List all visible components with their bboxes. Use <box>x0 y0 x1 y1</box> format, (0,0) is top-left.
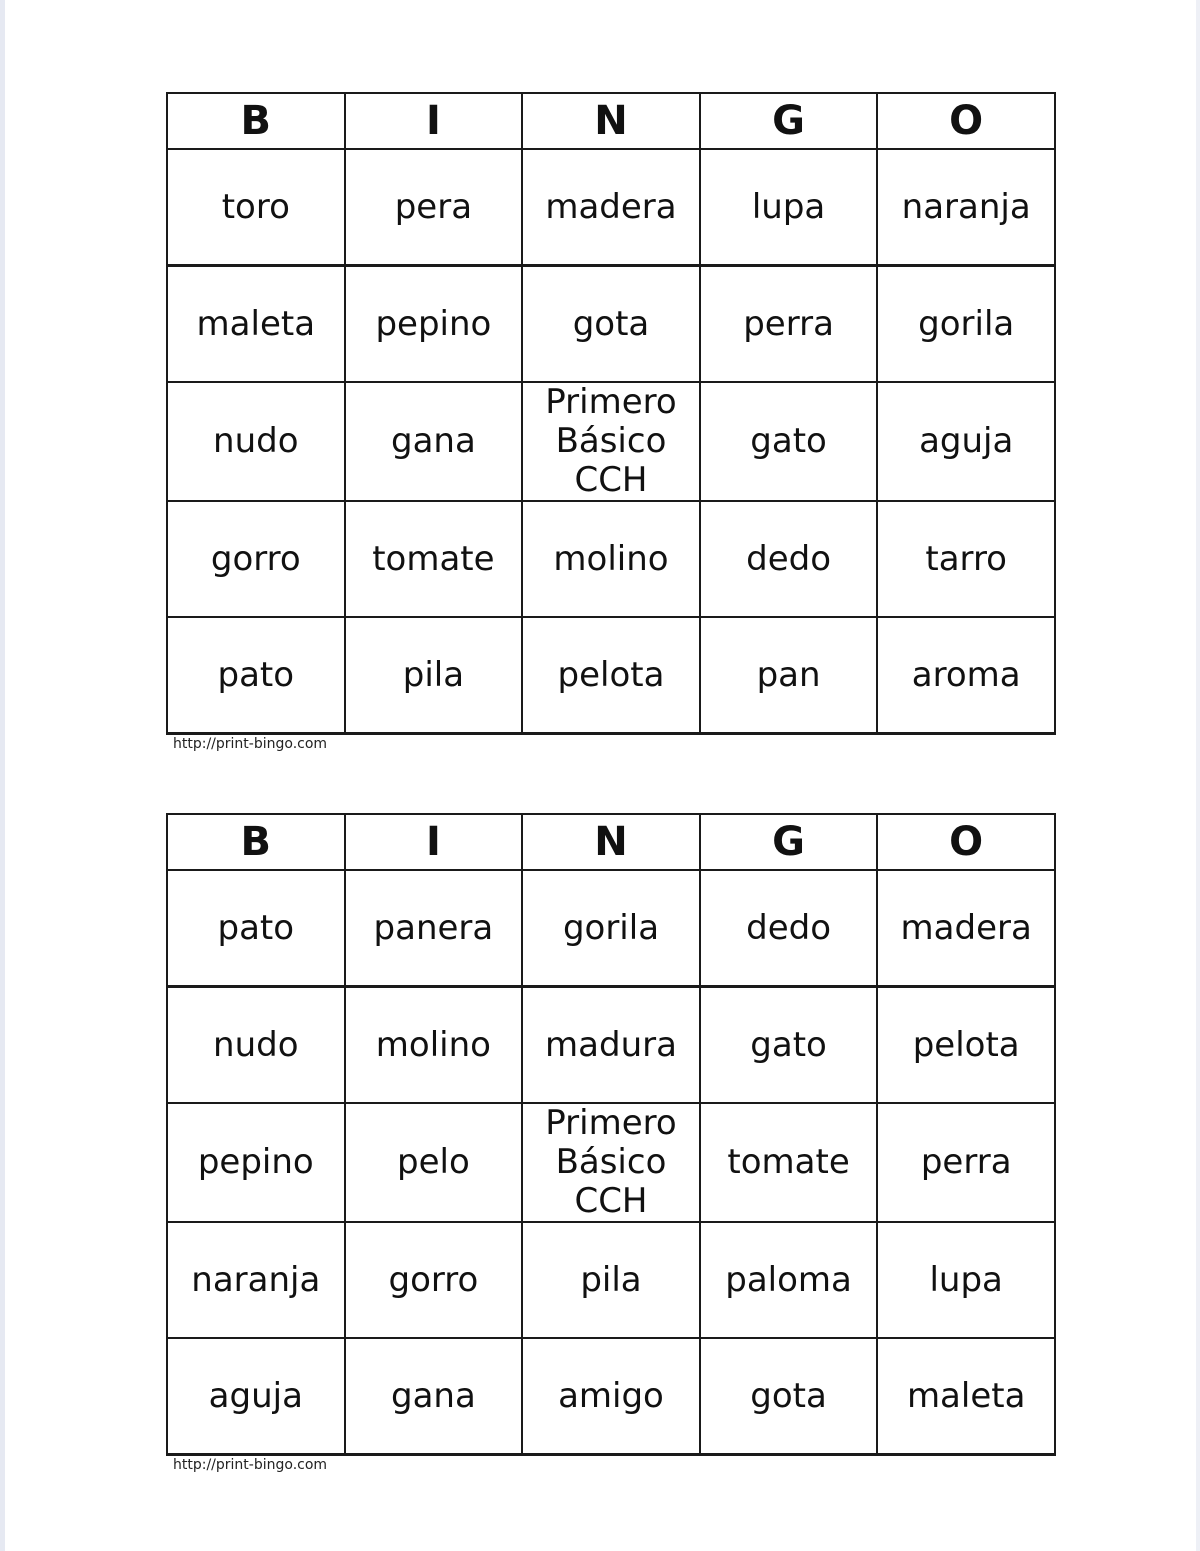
free-space-line: Básico <box>555 421 667 461</box>
bingo-cell: toro <box>167 149 345 266</box>
bingo-row <box>167 382 1055 501</box>
bingo-grid <box>166 813 1056 1456</box>
header-letter-o: O <box>877 93 1055 149</box>
bingo-row <box>167 266 1055 383</box>
bingo-cell: aguja <box>877 382 1055 501</box>
bingo-cell: tarro <box>877 501 1055 617</box>
bingo-cell: lupa <box>877 1222 1055 1338</box>
bingo-cell: molino <box>345 987 523 1104</box>
header-letter-i: I <box>345 814 523 870</box>
bingo-cell: perra <box>700 266 878 383</box>
bingo-cell: paloma <box>700 1222 878 1338</box>
bingo-row <box>167 1338 1055 1455</box>
bingo-cell: molino <box>522 501 700 617</box>
bingo-cell: maleta <box>167 266 345 383</box>
bingo-cell: pila <box>522 1222 700 1338</box>
bingo-cell: pelo <box>345 1103 523 1222</box>
header-letter-i: I <box>345 93 523 149</box>
bingo-cell: maleta <box>877 1338 1055 1455</box>
bingo-cell: aroma <box>877 617 1055 734</box>
bingo-card-2 <box>166 813 1056 1474</box>
footer-url: http://print-bingo.com <box>173 1457 328 1473</box>
bingo-cell: pepino <box>167 1103 345 1222</box>
bingo-cell: nudo <box>167 987 345 1104</box>
header-letter-b: B <box>167 93 345 149</box>
free-space-cell <box>522 382 700 501</box>
bingo-cell: pepino <box>345 266 523 383</box>
bingo-row <box>167 1103 1055 1222</box>
bingo-cell: pelota <box>522 617 700 734</box>
bingo-cell: madera <box>877 870 1055 987</box>
bingo-row <box>167 987 1055 1104</box>
bingo-cell: naranja <box>877 149 1055 266</box>
bingo-cell: pelota <box>877 987 1055 1104</box>
free-space-line: Básico <box>555 1142 667 1182</box>
bingo-row <box>167 870 1055 987</box>
page-edge-left <box>0 0 5 1551</box>
bingo-grid <box>166 92 1056 735</box>
bingo-cell: gota <box>522 266 700 383</box>
bingo-cell: pato <box>167 870 345 987</box>
footer-url: http://print-bingo.com <box>173 736 328 752</box>
bingo-cell: gato <box>700 987 878 1104</box>
bingo-cell: gorro <box>167 501 345 617</box>
free-space-line: Primero <box>545 382 677 422</box>
bingo-cell: pera <box>345 149 523 266</box>
bingo-row <box>167 149 1055 266</box>
bingo-row <box>167 617 1055 734</box>
bingo-cell: lupa <box>700 149 878 266</box>
header-letter-o: O <box>877 814 1055 870</box>
bingo-card-1 <box>166 92 1056 753</box>
bingo-cell: panera <box>345 870 523 987</box>
free-space-line: CCH <box>574 1181 648 1221</box>
bingo-cell: dedo <box>700 870 878 987</box>
bingo-cell: gato <box>700 382 878 501</box>
free-space-line: CCH <box>574 460 648 500</box>
bingo-cell: gorila <box>522 870 700 987</box>
bingo-cell: gorro <box>345 1222 523 1338</box>
page-edge-right <box>1196 0 1200 1551</box>
bingo-row <box>167 501 1055 617</box>
free-space-cell <box>522 1103 700 1222</box>
header-row <box>167 93 1055 149</box>
bingo-cell: gorila <box>877 266 1055 383</box>
bingo-cell: pila <box>345 617 523 734</box>
bingo-cell: dedo <box>700 501 878 617</box>
free-space-line: Primero <box>545 1103 677 1143</box>
bingo-row <box>167 1222 1055 1338</box>
bingo-cell: nudo <box>167 382 345 501</box>
header-letter-g: G <box>700 814 878 870</box>
header-letter-b: B <box>167 814 345 870</box>
header-letter-n: N <box>522 814 700 870</box>
bingo-cell: gota <box>700 1338 878 1455</box>
bingo-cell: gana <box>345 382 523 501</box>
header-letter-n: N <box>522 93 700 149</box>
bingo-cell: amigo <box>522 1338 700 1455</box>
bingo-cell: perra <box>877 1103 1055 1222</box>
bingo-cell: madera <box>522 149 700 266</box>
bingo-cell: madura <box>522 987 700 1104</box>
header-letter-g: G <box>700 93 878 149</box>
header-row <box>167 814 1055 870</box>
bingo-cell: pan <box>700 617 878 734</box>
bingo-cell: naranja <box>167 1222 345 1338</box>
bingo-cell: aguja <box>167 1338 345 1455</box>
bingo-cell: tomate <box>345 501 523 617</box>
bingo-cell: gana <box>345 1338 523 1455</box>
bingo-cell: pato <box>167 617 345 734</box>
bingo-cell: tomate <box>700 1103 878 1222</box>
